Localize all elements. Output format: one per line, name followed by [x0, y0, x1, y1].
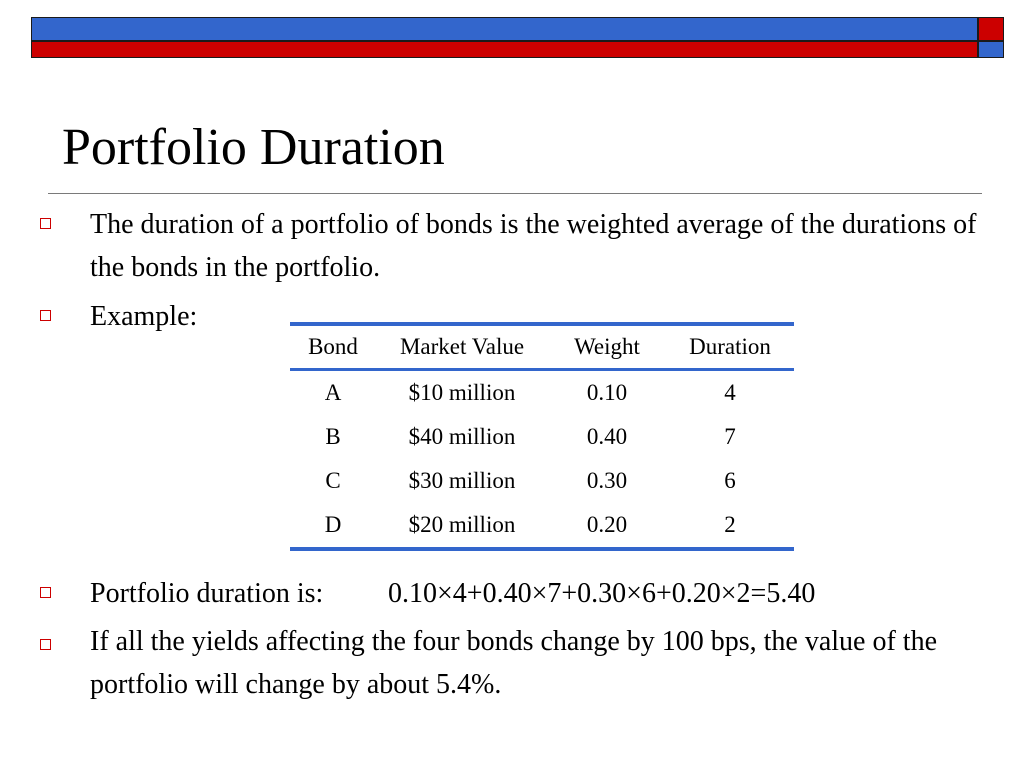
header-bar-red — [31, 41, 978, 58]
table-header-cell: Duration — [689, 334, 771, 359]
table-row — [290, 459, 794, 503]
header-bar-blue — [31, 17, 978, 41]
table-cell: D — [324, 512, 342, 537]
table-header-cell: Weight — [574, 334, 640, 359]
table-cell: 0.10 — [586, 380, 628, 405]
table-header-row — [290, 326, 794, 368]
header-square-blue — [978, 41, 1004, 58]
bullet-square-icon — [40, 639, 51, 650]
table-rule-bottom — [290, 547, 794, 551]
bond-table — [290, 322, 794, 551]
table-cell: 0.30 — [586, 468, 628, 493]
table-cell: $30 million — [408, 468, 516, 493]
table-cell: 0.40 — [586, 424, 628, 449]
table-cell: 0.20 — [586, 512, 628, 537]
table-row — [290, 503, 794, 547]
table-header-cell: Market Value — [399, 334, 525, 359]
table-cell: $20 million — [408, 512, 516, 537]
bullet-text-definition: The duration of a portfolio of bonds is the weighted average of the durations of the bonds in the portfolio. — [90, 209, 977, 283]
table-cell: $10 million — [408, 380, 516, 405]
bullet-text-example: Example: — [90, 301, 198, 332]
bullet-text-portfolio-duration: Portfolio duration is: — [90, 578, 324, 609]
bullet-square-icon — [40, 587, 51, 598]
slide-title: Portfolio Duration — [62, 119, 445, 176]
table-cell: 6 — [724, 468, 736, 493]
table-row — [290, 371, 794, 415]
table-row — [290, 415, 794, 459]
table-cell: 2 — [724, 512, 736, 537]
table-cell: $40 million — [408, 424, 516, 449]
table-header-cell: Bond — [308, 334, 358, 359]
table-cell: 4 — [724, 380, 736, 405]
title-divider — [48, 193, 982, 194]
header-square-red — [978, 17, 1004, 41]
bullet-square-icon — [40, 310, 51, 321]
bullet-text-yield-change: If all the yields affecting the four bonds change by 100 bps, the value of the portfolio will change by about 5.4%. — [90, 626, 938, 700]
duration-formula: 0.10×4+0.40×7+0.30×6+0.20×2=5.40 — [388, 578, 816, 609]
table-cell: A — [324, 380, 342, 405]
bullet-square-icon — [40, 218, 51, 229]
table-cell: C — [325, 468, 341, 493]
table-cell: B — [325, 424, 341, 449]
table-cell: 7 — [724, 424, 736, 449]
